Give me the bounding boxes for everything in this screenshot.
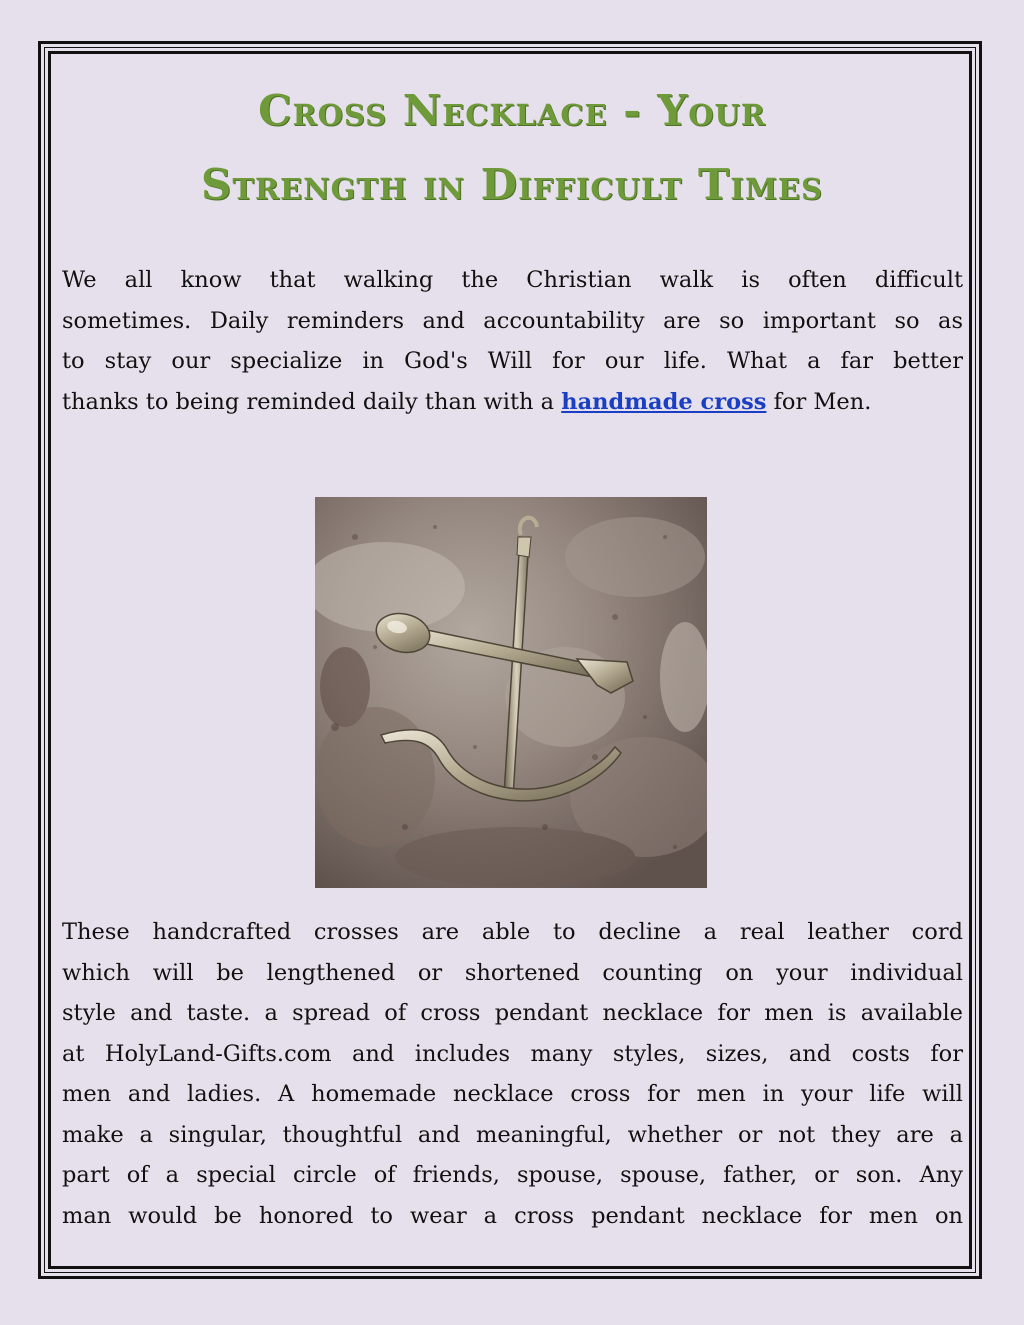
body-paragraph <box>62 912 963 1236</box>
cross-pendant-photo <box>315 497 707 888</box>
title-line-1: Cross Necklace - Your <box>258 86 766 135</box>
paragraph-line: which will be lengthened or shortened counting on your individual <box>62 959 963 986</box>
page-title <box>60 74 964 222</box>
paragraph-line: These handcrafted crosses are able to decline a real leather cord <box>62 919 963 945</box>
text-after-link: for Men. <box>766 388 872 415</box>
text-before-link: thanks to being reminded daily than with a <box>62 388 562 415</box>
paragraph-line: to stay our specialize in God's Will for our life. What a far better <box>62 348 963 374</box>
paragraph-line: men and ladies. A homemade necklace cross for men in your life will <box>62 1081 963 1107</box>
handmade-cross-link[interactable]: handmade cross <box>561 388 767 415</box>
intro-paragraph <box>62 260 963 422</box>
title-line-2: Strength in Difficult Times <box>201 160 823 209</box>
paragraph-line: at HolyLand-Gifts.com and includes many styles, sizes, and costs for <box>62 1040 963 1067</box>
paragraph-line: style and taste. a spread of cross pendant necklace for men is available <box>62 1000 963 1026</box>
paragraph-line: We all know that walking the Christian walk is often difficult <box>62 267 963 293</box>
paragraph-line: sometimes. Daily reminders and accountability are so important so as <box>62 307 963 334</box>
paragraph-line: man would be honored to wear a cross pendant necklace for men on <box>62 1202 963 1229</box>
paragraph-line: part of a special circle of friends, spouse, spouse, father, or son. Any <box>62 1162 963 1188</box>
paragraph-line-with-link <box>62 382 963 423</box>
paragraph-line: make a singular, thoughtful and meaningful, whether or not they are a <box>62 1121 963 1148</box>
cross-top-tip <box>517 537 531 557</box>
